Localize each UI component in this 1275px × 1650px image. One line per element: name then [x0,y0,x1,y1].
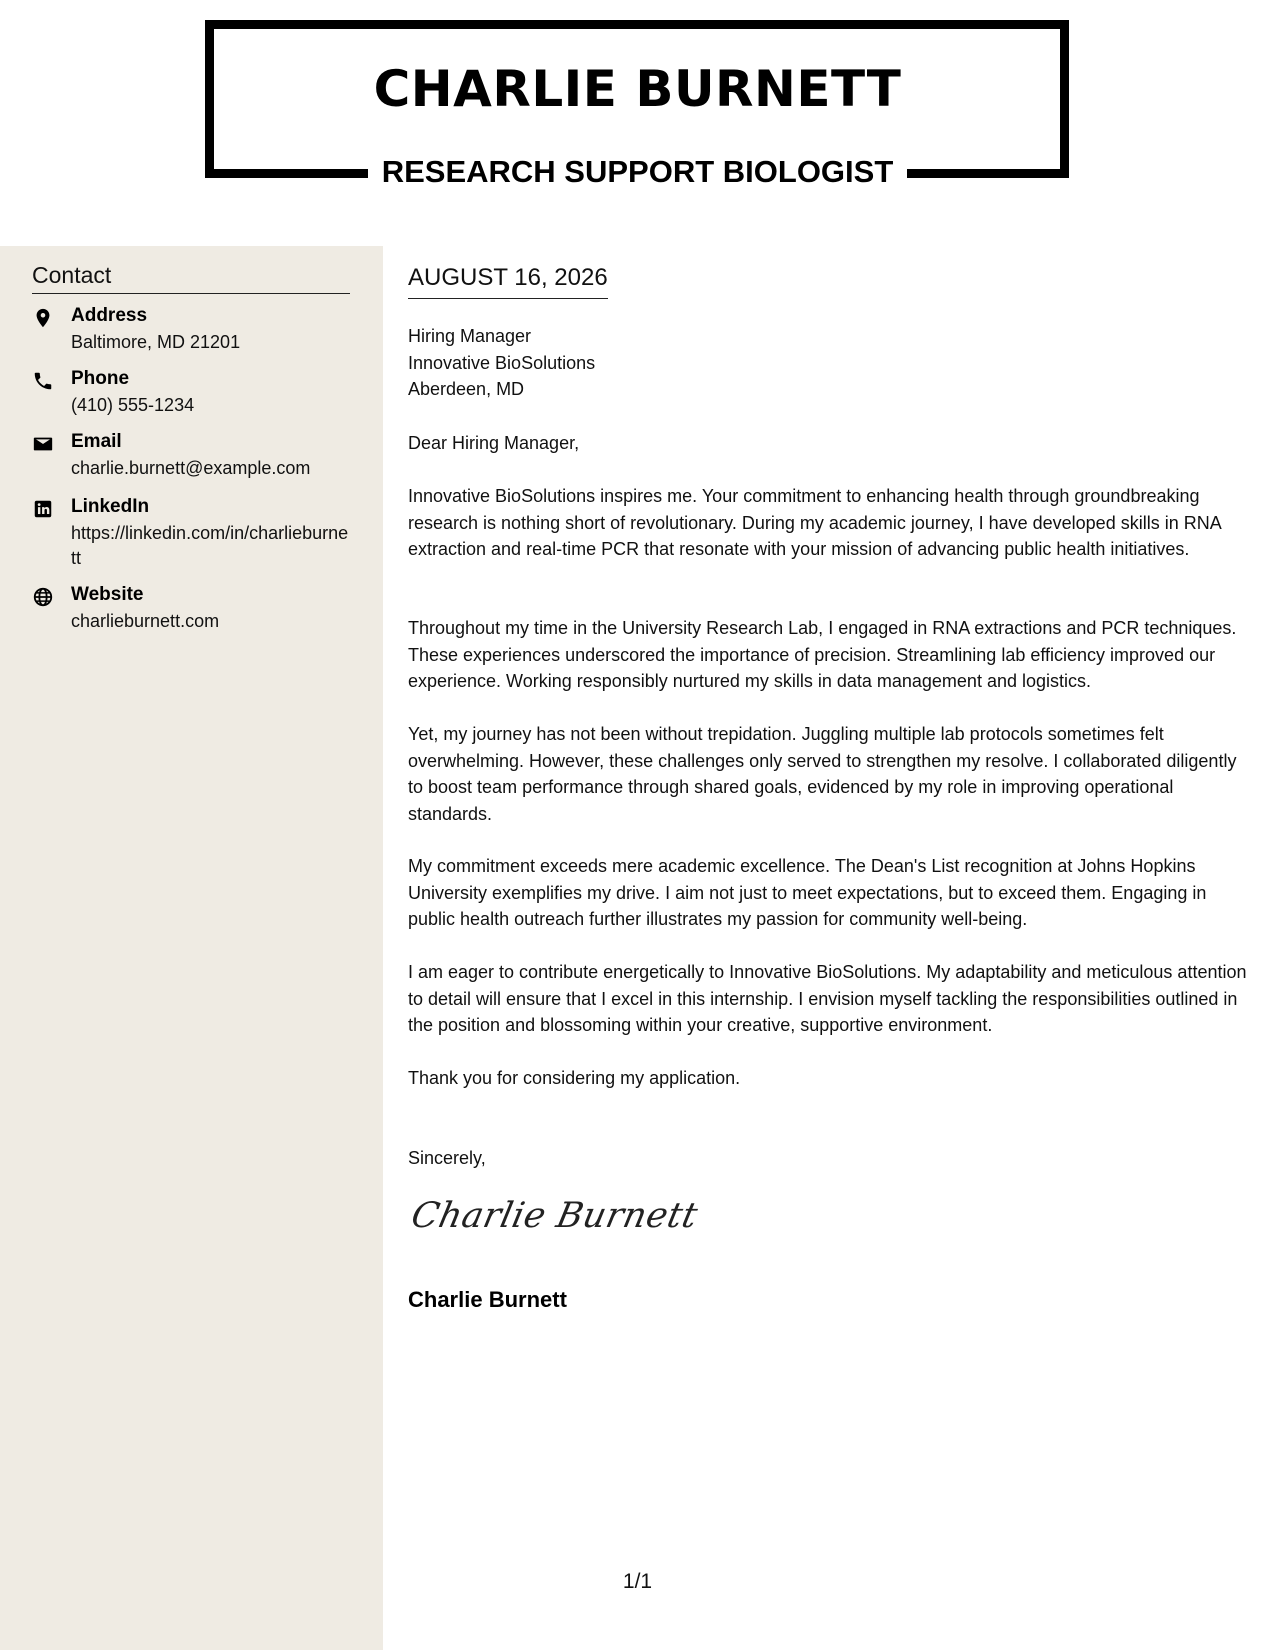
signed-name: Charlie Burnett [408,1287,567,1312]
thanks-line: Thank you for considering my application. [408,1068,741,1088]
recipient-line: Innovative BioSolutions [408,352,596,373]
envelope-icon [32,433,54,455]
letter-paragraph: Throughout my time in the University Research Lab, I engaged in RNA extractions and PCR techniques. These experiences underscored the importance of precision. Streamlining lab efficiency improved our experience. Working responsibly nurtured my skills in data management and logistics. [408,618,1237,691]
letter-paragraph: My commitment exceeds mere academic excellence. The Dean's List recognition at Johns Hopkins University exemplifies my drive. I aim not just to meet expectations, but to exceed them. Engaging in public health outreach further illustrates my passion for community well-being. [408,856,1207,929]
letter-paragraph: Yet, my journey has not been without trepidation. Juggling multiple lab protocols sometimes felt overwhelming. However, these challenges only served to strengthen my resolve. I collaborated diligently to boost team performance through shared goals, evidenced by my role in improving operational standards. [408,724,1237,824]
recipient-line: Hiring Manager [408,326,532,346]
recipient-line: Aberdeen, MD [408,379,525,399]
letter-paragraph: Innovative BioSolutions inspires me. Your commitment to enhancing health through groundbreaking research is nothing short of revolutionary. During my academic journey, I have developed skills in RNA extraction and real-time PCR that resonate with your mission of advancing public health initiatives. [408,486,1221,559]
phone-value: (410) 555-1234 [71,395,195,415]
linkedin-label: LinkedIn [71,496,150,517]
map-pin-icon [32,307,54,329]
linkedin-icon [32,498,54,520]
contact-heading: Contact [32,262,350,294]
frame-top-border [205,20,1069,29]
handwritten-signature: Charlie Burnett [407,1196,702,1236]
website-label: Website [71,584,144,605]
letter-date: AUGUST 16, 2026 [408,264,608,299]
address-label: Address [71,305,148,326]
linkedin-value[interactable]: https://linkedin.com/in/charlieburnett [71,523,349,568]
address-value: Baltimore, MD 21201 [71,332,241,352]
phone-icon [32,370,54,392]
email-value: charlie.burnett@example.com [71,458,311,478]
globe-icon [32,586,54,608]
candidate-role: RESEARCH SUPPORT BIOLOGIST [381,154,894,189]
phone-label: Phone [71,368,130,389]
page-number: 1/1 [622,1570,653,1593]
candidate-name: CHARLIE BURNETT [373,60,902,118]
letter-paragraph: I am eager to contribute energetically to Innovative BioSolutions. My adaptability and meticulous attention to detail will ensure that I excel in this internship. I envision myself tackling the responsibilities outlined in the position and blossoming within your creative, supportive environment. [408,962,1247,1035]
recipient-block [408,323,595,403]
website-value[interactable]: charlieburnett.com [71,611,220,631]
email-label: Email [71,431,122,452]
salutation: Dear Hiring Manager, [408,433,580,453]
closing: Sincerely, [408,1148,486,1168]
